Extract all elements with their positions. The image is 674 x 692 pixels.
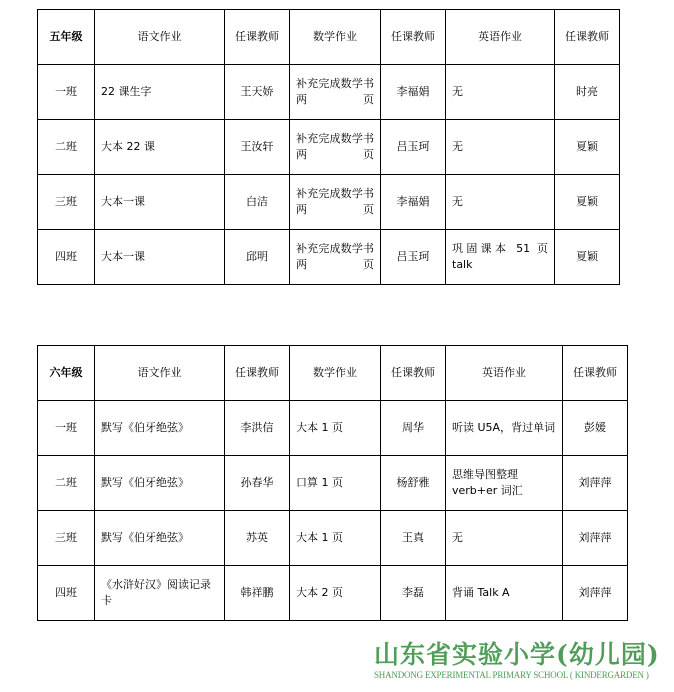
chinese-homework-cell: 《水浒好汉》阅读记录卡: [95, 566, 225, 621]
teacher-cell: 孙春华: [225, 456, 290, 511]
column-header: 语文作业: [95, 346, 225, 401]
column-header: 数学作业: [290, 346, 381, 401]
chinese-homework-cell: 大本一课: [95, 230, 225, 285]
math-homework-cell: 补充完成数学书两页: [290, 120, 381, 175]
grade-label: 六年级: [38, 346, 95, 401]
teacher-cell: 邱明: [225, 230, 290, 285]
english-homework-cell: 思维导图整理 verb+er 词汇: [446, 456, 563, 511]
teacher-cell: 苏英: [225, 511, 290, 566]
class-cell: 四班: [38, 230, 95, 285]
column-header: 任课教师: [555, 10, 620, 65]
column-header: 任课教师: [381, 346, 446, 401]
table-row: [38, 456, 628, 511]
math-homework-cell: 大本 1 页: [290, 511, 381, 566]
school-watermark: [374, 640, 666, 681]
class-cell: 三班: [38, 175, 95, 230]
teacher-cell: 李福娟: [381, 65, 446, 120]
english-homework-cell: 无: [446, 120, 555, 175]
teacher-cell: 白洁: [225, 175, 290, 230]
school-name-chinese: 山东省实验小学(幼儿园): [374, 640, 660, 669]
column-header: 数学作业: [290, 10, 381, 65]
table-row: [38, 566, 628, 621]
teacher-cell: 夏颖: [555, 230, 620, 285]
english-homework-cell: 背诵 Talk A: [446, 566, 563, 621]
class-cell: 三班: [38, 511, 95, 566]
grade6-homework-table: [37, 345, 628, 621]
chinese-homework-cell: 默写《伯牙绝弦》: [95, 401, 225, 456]
table-row: [38, 175, 620, 230]
english-homework-cell: 巩固课本 51 页 talk: [446, 230, 555, 285]
table-row: [38, 511, 628, 566]
teacher-cell: 刘萍萍: [563, 511, 628, 566]
table-row: [38, 65, 620, 120]
math-homework-cell: 补充完成数学书两页: [290, 65, 381, 120]
teacher-cell: 王真: [381, 511, 446, 566]
grade5-homework-table: [37, 9, 620, 285]
chinese-homework-cell: 22 课生字: [95, 65, 225, 120]
math-homework-cell: 大本 1 页: [290, 401, 381, 456]
math-homework-cell: 补充完成数学书两页: [290, 175, 381, 230]
column-header: 任课教师: [225, 10, 290, 65]
teacher-cell: 吕玉珂: [381, 120, 446, 175]
english-homework-cell: 无: [446, 65, 555, 120]
english-homework-cell: 无: [446, 511, 563, 566]
class-cell: 一班: [38, 65, 95, 120]
teacher-cell: 王汝轩: [225, 120, 290, 175]
math-homework-cell: 口算 1 页: [290, 456, 381, 511]
teacher-cell: 王天娇: [225, 65, 290, 120]
teacher-cell: 周华: [381, 401, 446, 456]
school-name-english: SHANDONG EXPERIMENTAL PRIMARY SCHOOL ( KINDERGARDEN ): [374, 670, 649, 680]
class-cell: 二班: [38, 120, 95, 175]
table-row: [38, 401, 628, 456]
chinese-homework-cell: 大本 22 课: [95, 120, 225, 175]
english-homework-cell: 听读 U5A，背过单词: [446, 401, 563, 456]
teacher-cell: 杨舒雅: [381, 456, 446, 511]
column-header: 任课教师: [381, 10, 446, 65]
chinese-homework-cell: 大本一课: [95, 175, 225, 230]
math-homework-cell: 大本 2 页: [290, 566, 381, 621]
teacher-cell: 刘萍萍: [563, 456, 628, 511]
teacher-cell: 时亮: [555, 65, 620, 120]
teacher-cell: 吕玉珂: [381, 230, 446, 285]
teacher-cell: 韩祥鹏: [225, 566, 290, 621]
teacher-cell: 李洪信: [225, 401, 290, 456]
teacher-cell: 夏颖: [555, 120, 620, 175]
teacher-cell: 李磊: [381, 566, 446, 621]
teacher-cell: 刘萍萍: [563, 566, 628, 621]
teacher-cell: 李福娟: [381, 175, 446, 230]
teacher-cell: 夏颖: [555, 175, 620, 230]
class-cell: 一班: [38, 401, 95, 456]
table-row: [38, 120, 620, 175]
column-header: 语文作业: [95, 10, 225, 65]
column-header: 英语作业: [446, 346, 563, 401]
table-header-row: [38, 10, 620, 65]
chinese-homework-cell: 默写《伯牙绝弦》: [95, 456, 225, 511]
teacher-cell: 彭媛: [563, 401, 628, 456]
grade-label: 五年级: [38, 10, 95, 65]
table-row: [38, 230, 620, 285]
column-header: 英语作业: [446, 10, 555, 65]
column-header: 任课教师: [563, 346, 628, 401]
math-homework-cell: 补充完成数学书两页: [290, 230, 381, 285]
table-header-row: [38, 346, 628, 401]
class-cell: 四班: [38, 566, 95, 621]
class-cell: 二班: [38, 456, 95, 511]
english-homework-cell: 无: [446, 175, 555, 230]
column-header: 任课教师: [225, 346, 290, 401]
chinese-homework-cell: 默写《伯牙绝弦》: [95, 511, 225, 566]
